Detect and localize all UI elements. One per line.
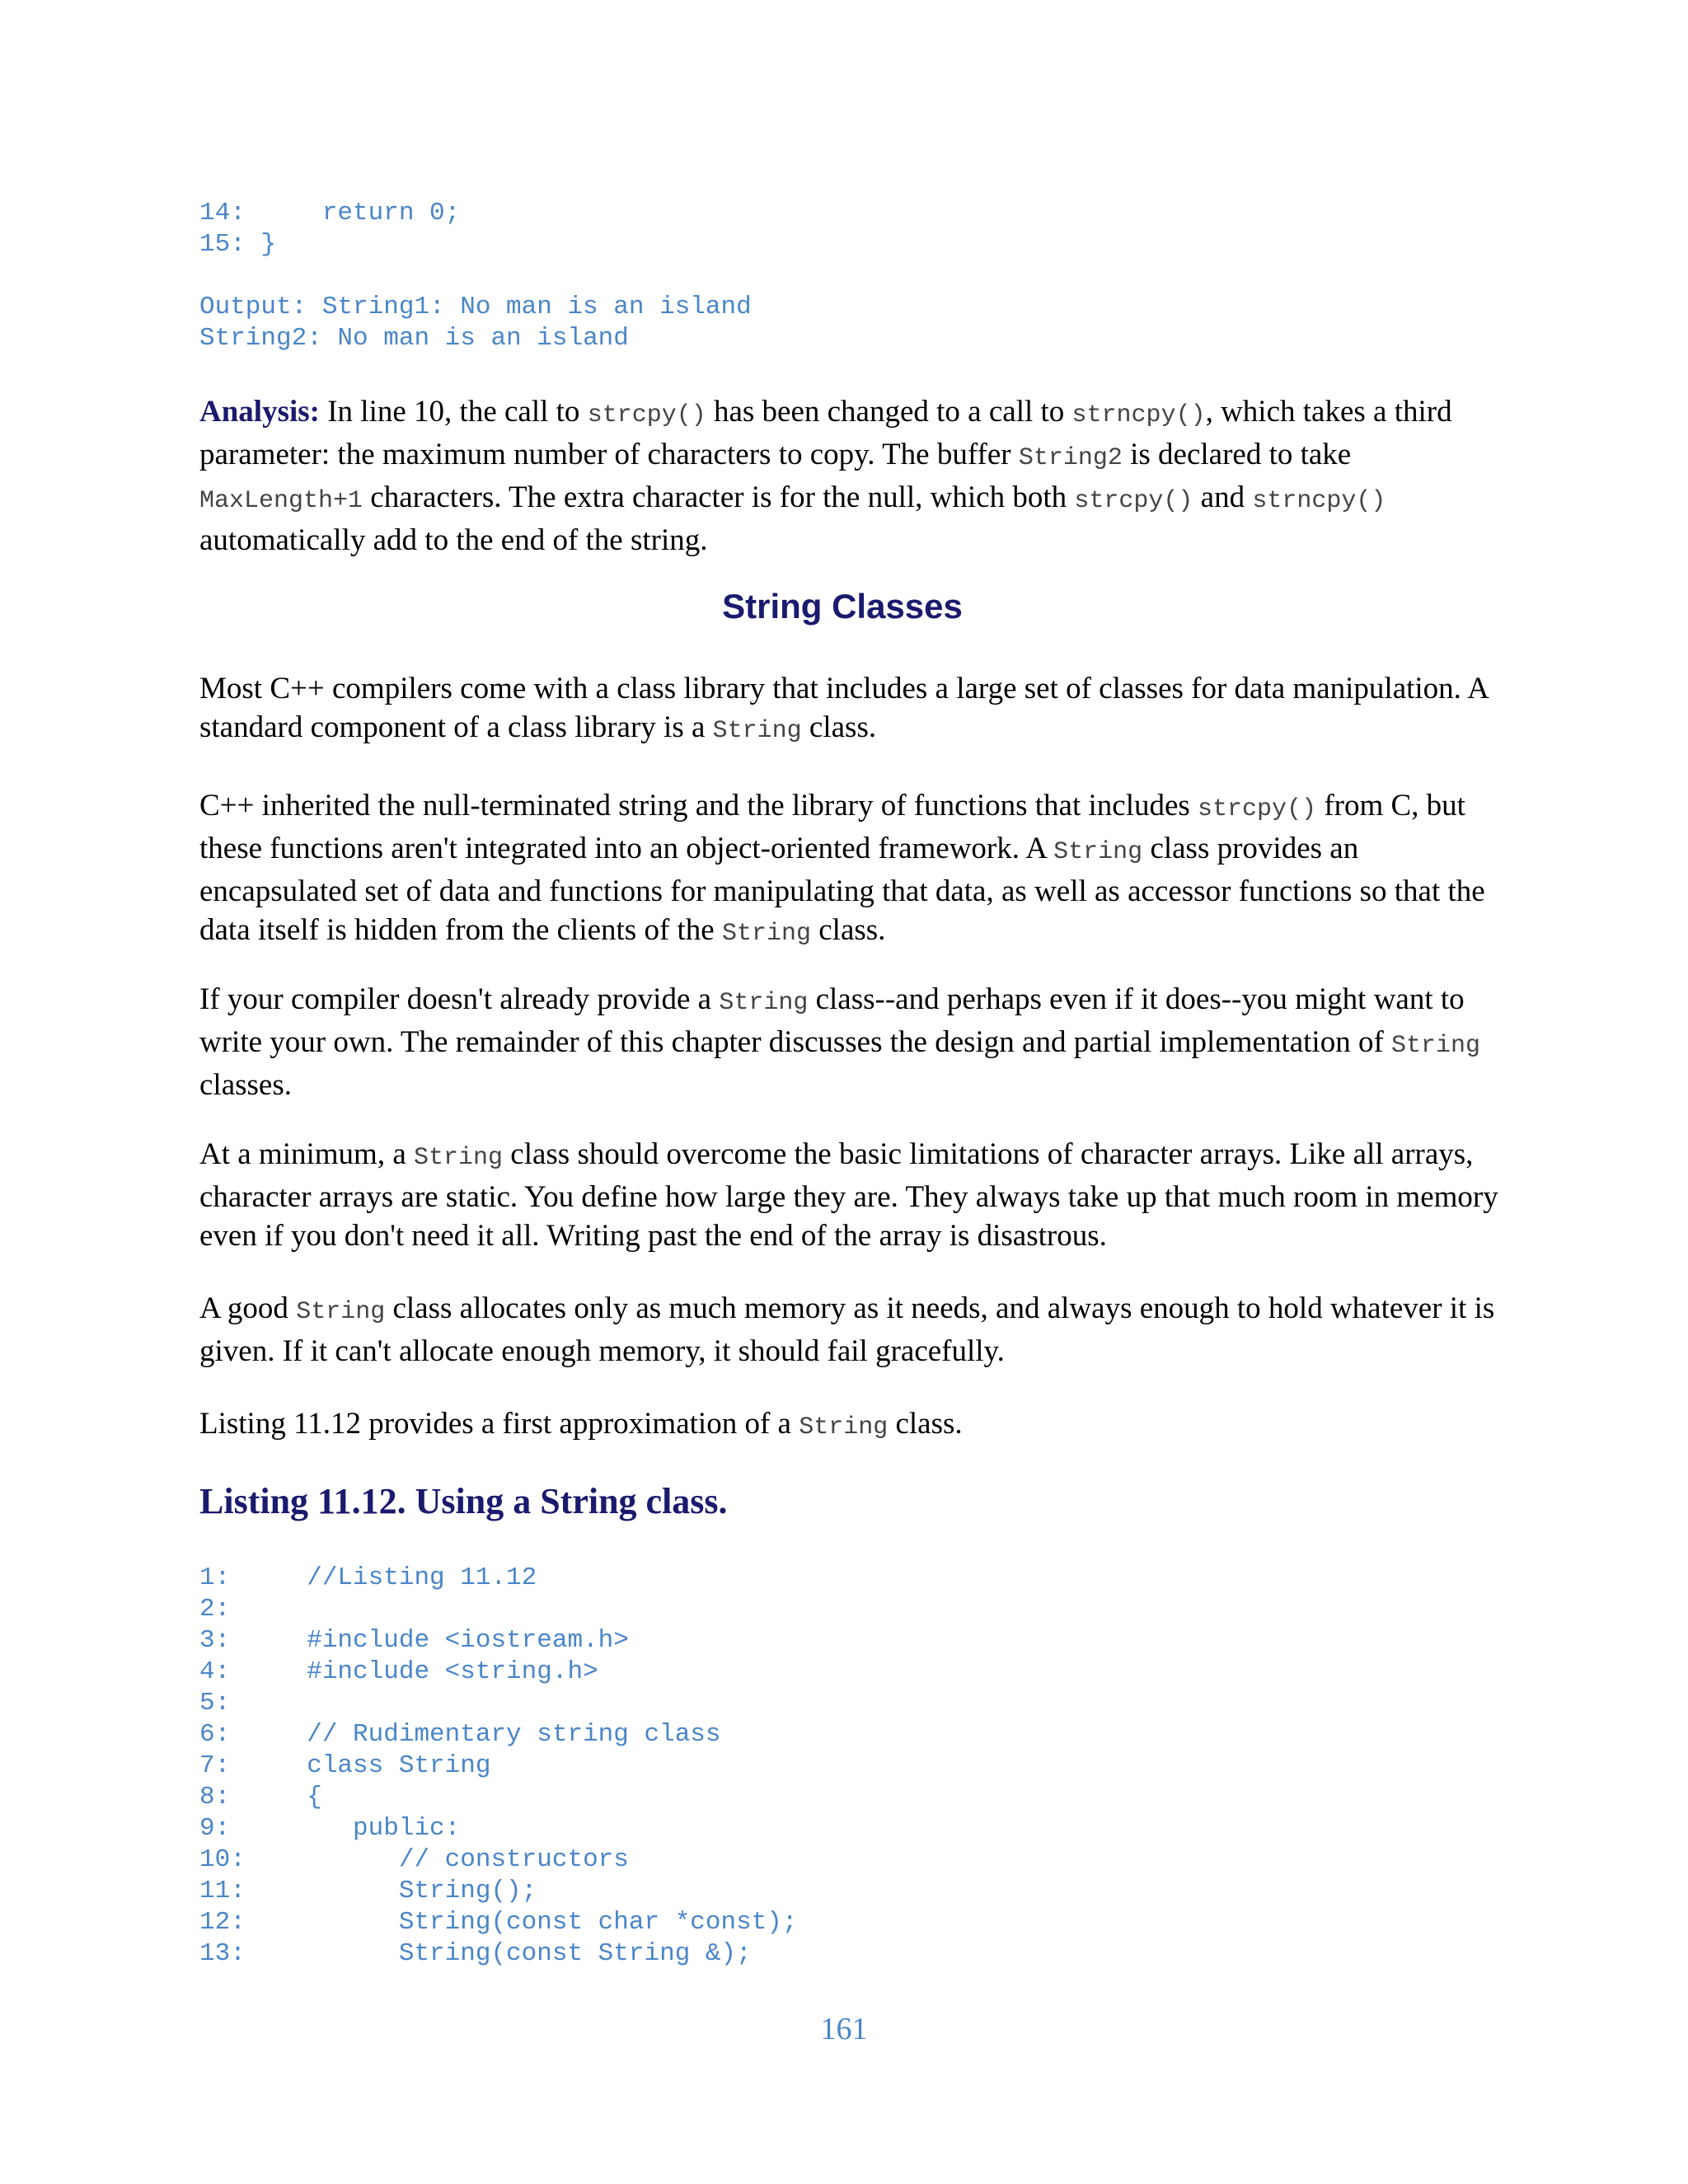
inline-code: String xyxy=(721,920,811,948)
inline-code: String xyxy=(712,717,802,745)
section-heading: String Classes xyxy=(722,587,963,626)
text-run: class should overcome the basic limitations of character arrays. Like all arrays, character arrays are static. You define how large they are. They always take up that much room in memory even if you don't need it all. Writing past the end of the array is disastrous. xyxy=(199,1137,1498,1253)
inline-code: strncpy() xyxy=(1071,401,1206,429)
text-run: class allocates only as much memory as it needs, and always enough to hold whatever it is given. If it can't allocate enough memory, it should fail gracefully. xyxy=(199,1291,1495,1368)
paragraph xyxy=(199,1135,1502,1255)
listing-heading: Listing 11.12. Using a String class. xyxy=(199,1481,728,1521)
program-output xyxy=(199,292,752,354)
text-run: class. xyxy=(811,913,886,947)
page-number: 161 xyxy=(820,2012,868,2046)
code-line: 7: class String xyxy=(199,1751,491,1780)
code-line: 11: String(); xyxy=(199,1877,537,1905)
text-run: Most C++ compilers come with a class library that includes a large set of classes for data manipulation. A standard component of a class library is a xyxy=(199,672,1488,744)
text-run: class. xyxy=(888,1407,963,1441)
code-line: 14: return 0; xyxy=(199,199,461,227)
text-run: , which takes a third parameter: the maximum number of characters to copy. The buffer xyxy=(199,395,1452,471)
text-run: C++ inherited the null-terminated string and the library of functions that includes xyxy=(199,789,1198,823)
inline-code: String xyxy=(296,1298,386,1326)
code-line: 8: { xyxy=(199,1783,322,1811)
inline-code: String2 xyxy=(1018,444,1123,472)
inline-code: strcpy() xyxy=(587,401,706,429)
code-line: 15: } xyxy=(199,230,277,259)
inline-code: String xyxy=(719,989,809,1017)
inline-code: MaxLength+1 xyxy=(199,487,363,515)
paragraph xyxy=(199,669,1502,751)
text-run: automatically add to the end of the string. xyxy=(199,523,708,557)
code-line: 9: public: xyxy=(199,1814,461,1843)
paragraph xyxy=(199,786,1502,954)
text-run: classes. xyxy=(199,1068,292,1102)
text-run: has been changed to a call to xyxy=(706,395,1072,429)
text-run: and xyxy=(1193,480,1253,514)
code-line: 13: String(const String &); xyxy=(199,1939,752,1968)
text-run: In line 10, the call to xyxy=(319,395,588,429)
inline-code: String xyxy=(414,1144,504,1172)
inline-code: strcpy() xyxy=(1198,795,1317,823)
listing-code-block xyxy=(199,1563,798,1970)
inline-code: strcpy() xyxy=(1074,487,1193,515)
analysis-label: Analysis: xyxy=(199,395,320,429)
code-line: 1: //Listing 11.12 xyxy=(199,1563,537,1592)
code-line: 10: // constructors xyxy=(199,1845,629,1874)
text-run: from C, but these functions aren't integrated into an object-oriented framework. A xyxy=(199,789,1465,865)
text-run: class. xyxy=(801,710,877,744)
text-run: A good xyxy=(199,1291,297,1325)
output-line: Output: String1: No man is an island xyxy=(199,293,752,321)
text-run: At a minimum, a xyxy=(199,1137,414,1171)
code-line: 2: xyxy=(199,1595,231,1624)
text-run: class--and perhaps even if it does--you might want to write your own. The remainder of this chapter discusses the design and partial implementation of xyxy=(199,982,1465,1059)
code-line: 6: // Rudimentary string class xyxy=(199,1720,721,1749)
code-line: 12: String(const char *const); xyxy=(199,1908,798,1937)
code-block-top xyxy=(199,198,460,260)
inline-code: strncpy() xyxy=(1252,487,1386,515)
inline-code: String xyxy=(1053,838,1143,866)
text-run: class provides an encapsulated set of data and functions for manipulating that data, as well as accessor functions so that the data itself is hidden from the clients of the xyxy=(199,832,1485,947)
code-line: 5: xyxy=(199,1689,231,1718)
text-run: characters. The extra character is for the null, which both xyxy=(363,480,1075,514)
analysis-paragraph xyxy=(199,392,1502,560)
paragraph xyxy=(199,980,1502,1104)
code-line: 4: #include <string.h> xyxy=(199,1657,598,1686)
paragraph xyxy=(199,1289,1502,1371)
text-run: is declared to take xyxy=(1122,438,1352,471)
paragraph xyxy=(199,1404,1502,1447)
text-run: If your compiler doesn't already provide a xyxy=(199,982,720,1016)
code-line: 3: #include <iostream.h> xyxy=(199,1626,629,1655)
inline-code: String xyxy=(1391,1032,1481,1060)
output-line: String2: No man is an island xyxy=(199,324,629,353)
inline-code: String xyxy=(799,1413,889,1441)
text-run: Listing 11.12 provides a first approximation of a xyxy=(199,1407,799,1441)
